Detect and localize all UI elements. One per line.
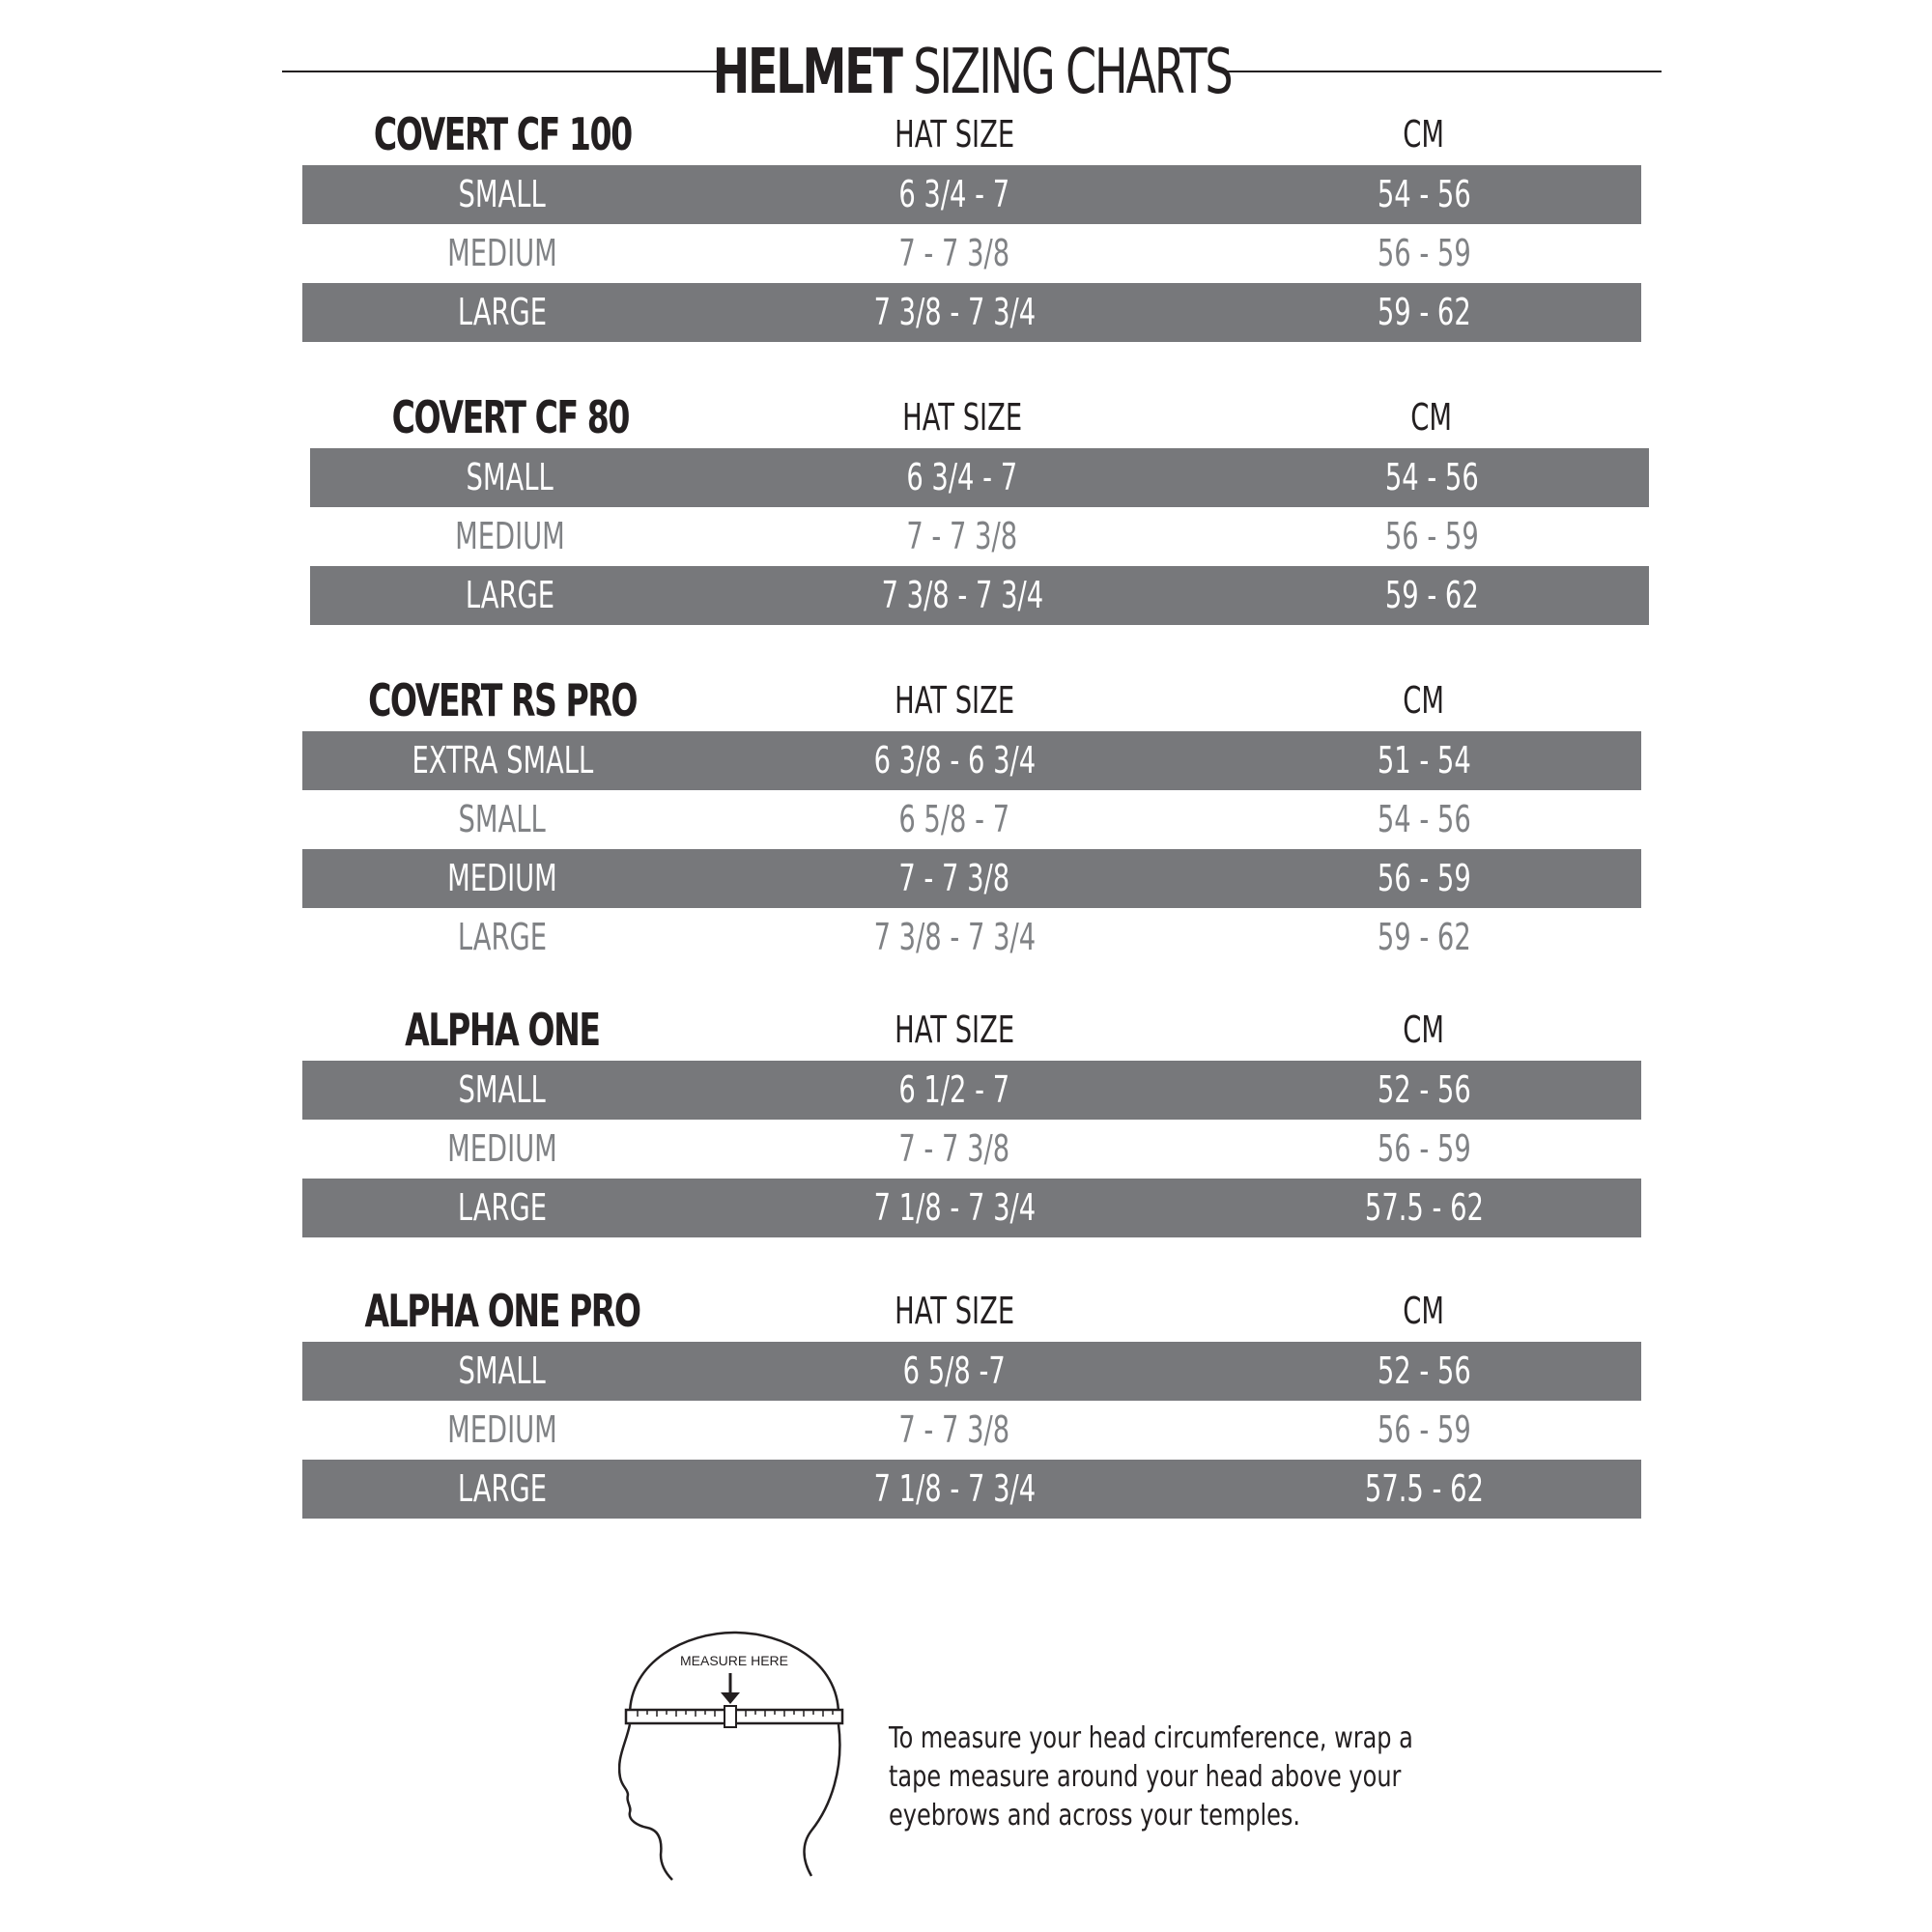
cm-cell: 57.5 - 62 — [1364, 1186, 1484, 1229]
size-cell: LARGE — [457, 916, 548, 958]
cm-cell: 59 - 62 — [1384, 574, 1479, 616]
table-row — [310, 566, 1649, 625]
measure-here-label: MEASURE HERE — [679, 1653, 789, 1668]
hat-size-header: HAT SIZE — [894, 679, 1015, 722]
title-bold: HELMET — [712, 37, 901, 108]
hat-cell: 6 1/2 - 7 — [898, 1068, 1010, 1111]
instruction-line: tape measure around your head above your — [889, 1760, 1402, 1794]
cm-cell: 59 - 62 — [1377, 916, 1471, 958]
chart-alpha-one-pro — [302, 1280, 1641, 1519]
cm-header: CM — [1410, 396, 1453, 439]
cm-cell: 57.5 - 62 — [1364, 1467, 1484, 1510]
section-header — [302, 103, 1641, 165]
hat-cell: 7 - 7 3/8 — [898, 1408, 1010, 1451]
table-row — [302, 1460, 1641, 1519]
cm-cell: 56 - 59 — [1377, 232, 1471, 274]
cm-cell: 56 - 59 — [1377, 1408, 1471, 1451]
table-row — [302, 1179, 1641, 1237]
table-row — [302, 165, 1641, 224]
size-cell: MEDIUM — [447, 857, 557, 899]
table-row — [302, 1120, 1641, 1179]
hat-cell: 6 3/4 - 7 — [898, 173, 1010, 215]
size-cell: MEDIUM — [447, 1408, 557, 1451]
section-title: COVERT RS PRO — [367, 674, 638, 726]
table-row — [302, 224, 1641, 283]
table-row — [302, 731, 1641, 790]
hat-cell: 7 1/8 - 7 3/4 — [873, 1186, 1036, 1229]
section-title: COVERT CF 100 — [373, 108, 632, 160]
size-cell: LARGE — [457, 291, 548, 333]
hat-cell: 6 3/4 - 7 — [906, 456, 1018, 498]
section-header — [302, 1280, 1641, 1342]
arrow-down-icon — [721, 1692, 740, 1704]
section-header — [302, 669, 1641, 731]
section-title: ALPHA ONE PRO — [364, 1285, 640, 1337]
hat-cell: 7 - 7 3/8 — [898, 232, 1010, 274]
hat-size-header: HAT SIZE — [894, 1290, 1015, 1332]
hat-cell: 7 3/8 - 7 3/4 — [873, 291, 1036, 333]
cm-header: CM — [1403, 679, 1445, 722]
table-row — [302, 1401, 1641, 1460]
hat-size-header: HAT SIZE — [894, 113, 1015, 156]
size-cell: SMALL — [458, 173, 547, 215]
size-cell: SMALL — [458, 798, 547, 840]
cm-header: CM — [1403, 1290, 1445, 1332]
size-cell: SMALL — [458, 1350, 547, 1392]
cm-header: CM — [1403, 1009, 1445, 1051]
size-cell: LARGE — [465, 574, 555, 616]
instruction-line: To measure your head circumference, wrap a — [889, 1721, 1413, 1755]
size-cell: SMALL — [466, 456, 554, 498]
table-row — [302, 1061, 1641, 1120]
size-cell: MEDIUM — [447, 1127, 557, 1170]
hat-size-header: HAT SIZE — [901, 396, 1023, 439]
section-title: ALPHA ONE — [405, 1004, 600, 1056]
chart-alpha-one — [302, 999, 1641, 1237]
title-light: SIZING CHARTS — [900, 37, 1232, 108]
cm-cell: 56 - 59 — [1377, 1127, 1471, 1170]
cm-cell: 59 - 62 — [1377, 291, 1471, 333]
size-cell: MEDIUM — [455, 515, 565, 557]
cm-cell: 54 - 56 — [1377, 798, 1471, 840]
hat-cell: 7 - 7 3/8 — [898, 1127, 1010, 1170]
cm-cell: 52 - 56 — [1377, 1068, 1471, 1111]
table-row — [310, 448, 1649, 507]
hat-cell: 7 3/8 - 7 3/4 — [873, 916, 1036, 958]
hat-cell: 7 1/8 - 7 3/4 — [873, 1467, 1036, 1510]
section-header — [302, 999, 1641, 1061]
hat-cell: 7 - 7 3/8 — [906, 515, 1018, 557]
head-profile-icon — [618, 1623, 850, 1884]
table-row — [302, 849, 1641, 908]
size-cell: EXTRA SMALL — [412, 739, 593, 781]
cm-cell: 51 - 54 — [1377, 739, 1471, 781]
measure-instructions — [889, 1719, 1430, 1835]
hat-size-header: HAT SIZE — [894, 1009, 1015, 1051]
table-row — [302, 283, 1641, 342]
cm-cell: 54 - 56 — [1384, 456, 1479, 498]
title-bar — [282, 39, 1662, 106]
size-cell: LARGE — [457, 1186, 548, 1229]
hat-cell: 6 5/8 - 7 — [898, 798, 1010, 840]
cm-cell: 52 - 56 — [1377, 1350, 1471, 1392]
size-cell: SMALL — [458, 1068, 547, 1111]
size-cell: LARGE — [457, 1467, 548, 1510]
cm-header: CM — [1403, 113, 1445, 156]
cm-cell: 56 - 59 — [1384, 515, 1479, 557]
table-row — [302, 908, 1641, 967]
chart-covert-rs-pro — [302, 669, 1641, 967]
table-row — [302, 1342, 1641, 1401]
chart-covert-cf-100 — [302, 103, 1641, 342]
head-measure-illustration — [618, 1623, 850, 1884]
hat-cell: 7 - 7 3/8 — [898, 857, 1010, 899]
chart-covert-cf-80 — [310, 386, 1649, 625]
hat-cell: 6 3/8 - 6 3/4 — [873, 739, 1036, 781]
hat-cell: 6 5/8 -7 — [902, 1350, 1007, 1392]
section-title: COVERT CF 80 — [391, 391, 629, 443]
size-cell: MEDIUM — [447, 232, 557, 274]
hat-cell: 7 3/8 - 7 3/4 — [881, 574, 1043, 616]
table-row — [310, 507, 1649, 566]
instruction-line: eyebrows and across your temples. — [889, 1799, 1301, 1833]
cm-cell: 54 - 56 — [1377, 173, 1471, 215]
section-header — [310, 386, 1649, 448]
table-row — [302, 790, 1641, 849]
cm-cell: 56 - 59 — [1377, 857, 1471, 899]
page-title — [475, 39, 1468, 106]
